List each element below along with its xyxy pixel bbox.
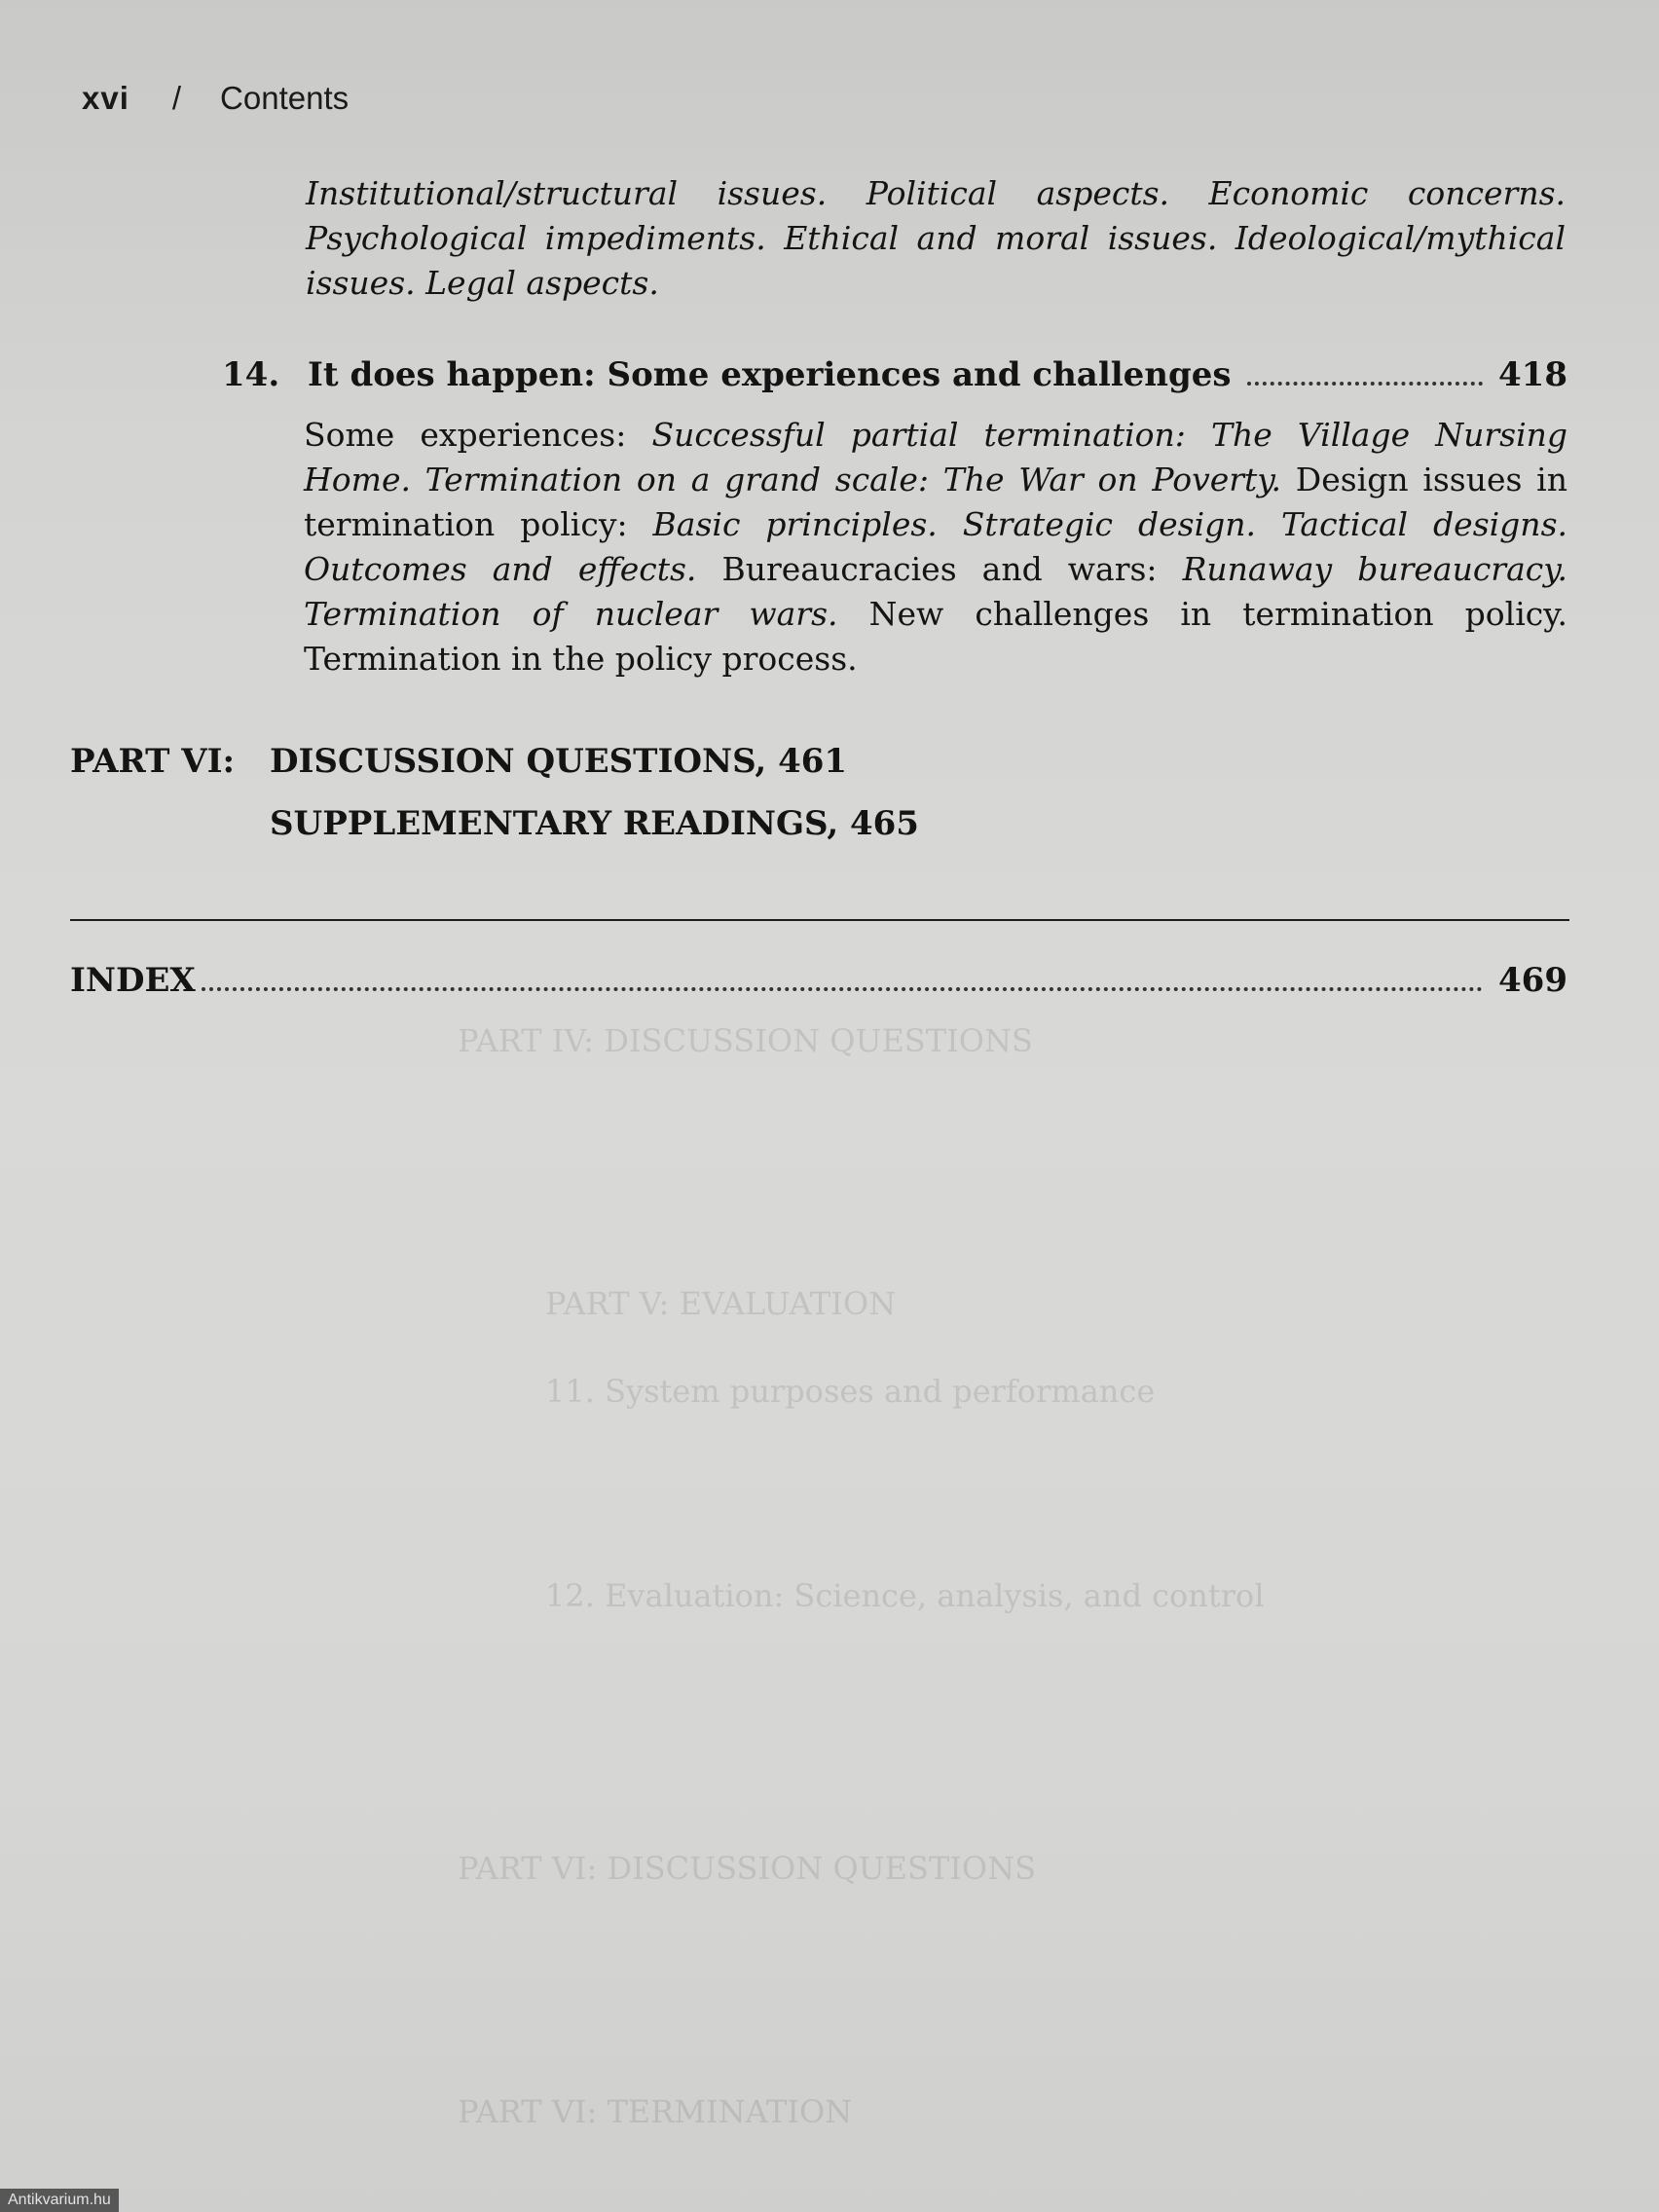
description-segment: Successful partial termination: The Village Nursing Home. Termination on a grand scale: The War on Poverty.: [304, 416, 1568, 498]
dot-leader: [202, 987, 1483, 991]
part-label-spacer: [70, 793, 270, 855]
index-page-number: 469: [1498, 961, 1567, 1000]
part-entry: [70, 730, 919, 855]
header-separator: /: [171, 80, 182, 116]
index-label: INDEX: [70, 961, 196, 1000]
bleed-through-text: 11. System purposes and performance: [545, 1373, 1156, 1410]
part-item-discussion-questions[interactable]: DISCUSSION QUESTIONS, 461: [270, 742, 848, 781]
bleed-through-text: 12. Evaluation: Science, analysis, and control: [545, 1577, 1265, 1614]
watermark: Antikvarium.hu: [0, 2189, 119, 2212]
description-segment: Bureaucracies and wars:: [696, 550, 1183, 588]
description-segment: Design issues in termination policy:: [304, 461, 1567, 543]
part-item-supplementary-readings[interactable]: SUPPLEMENTARY READINGS, 465: [270, 804, 919, 843]
part-label: PART VI:: [70, 742, 236, 781]
description-segment: Basic principles. Strategic design. Tactical designs. Outcomes and effects.: [304, 505, 1567, 588]
section-divider: [70, 919, 1569, 921]
chapter-description: [304, 413, 1567, 682]
description-segment: New challenges in termination policy. Termination in the policy process.: [304, 595, 1568, 678]
page-folio: xvi: [82, 80, 129, 116]
chapter-title: It does happen: Some experiences and challenges: [308, 355, 1232, 394]
bleed-through-text: PART IV: DISCUSSION QUESTIONS: [458, 1022, 1033, 1059]
bleed-through-text: PART VI: TERMINATION: [458, 2093, 853, 2130]
description-segment: Runaway bureaucracy. Termination of nuclear wars.: [304, 550, 1567, 633]
description-segment: Some experiences:: [304, 416, 652, 454]
chapter-number: 14.: [222, 355, 280, 394]
continued-chapter-description: Institutional/structural issues. Political aspects. Economic concerns. Psychological impediments. Ethical and moral issues. Ideological/mythical issues. Legal aspects.: [306, 174, 1566, 302]
chapter-entry[interactable]: [222, 352, 1567, 397]
section-title: Contents: [220, 80, 350, 116]
index-entry[interactable]: [70, 958, 1567, 1003]
page-header: [82, 80, 349, 117]
chapter-page-number: 418: [1498, 355, 1567, 394]
dot-leader: [1247, 382, 1483, 386]
bleed-through-text: PART VI: DISCUSSION QUESTIONS: [458, 1850, 1037, 1887]
bleed-through-text: PART V: EVALUATION: [545, 1285, 897, 1322]
